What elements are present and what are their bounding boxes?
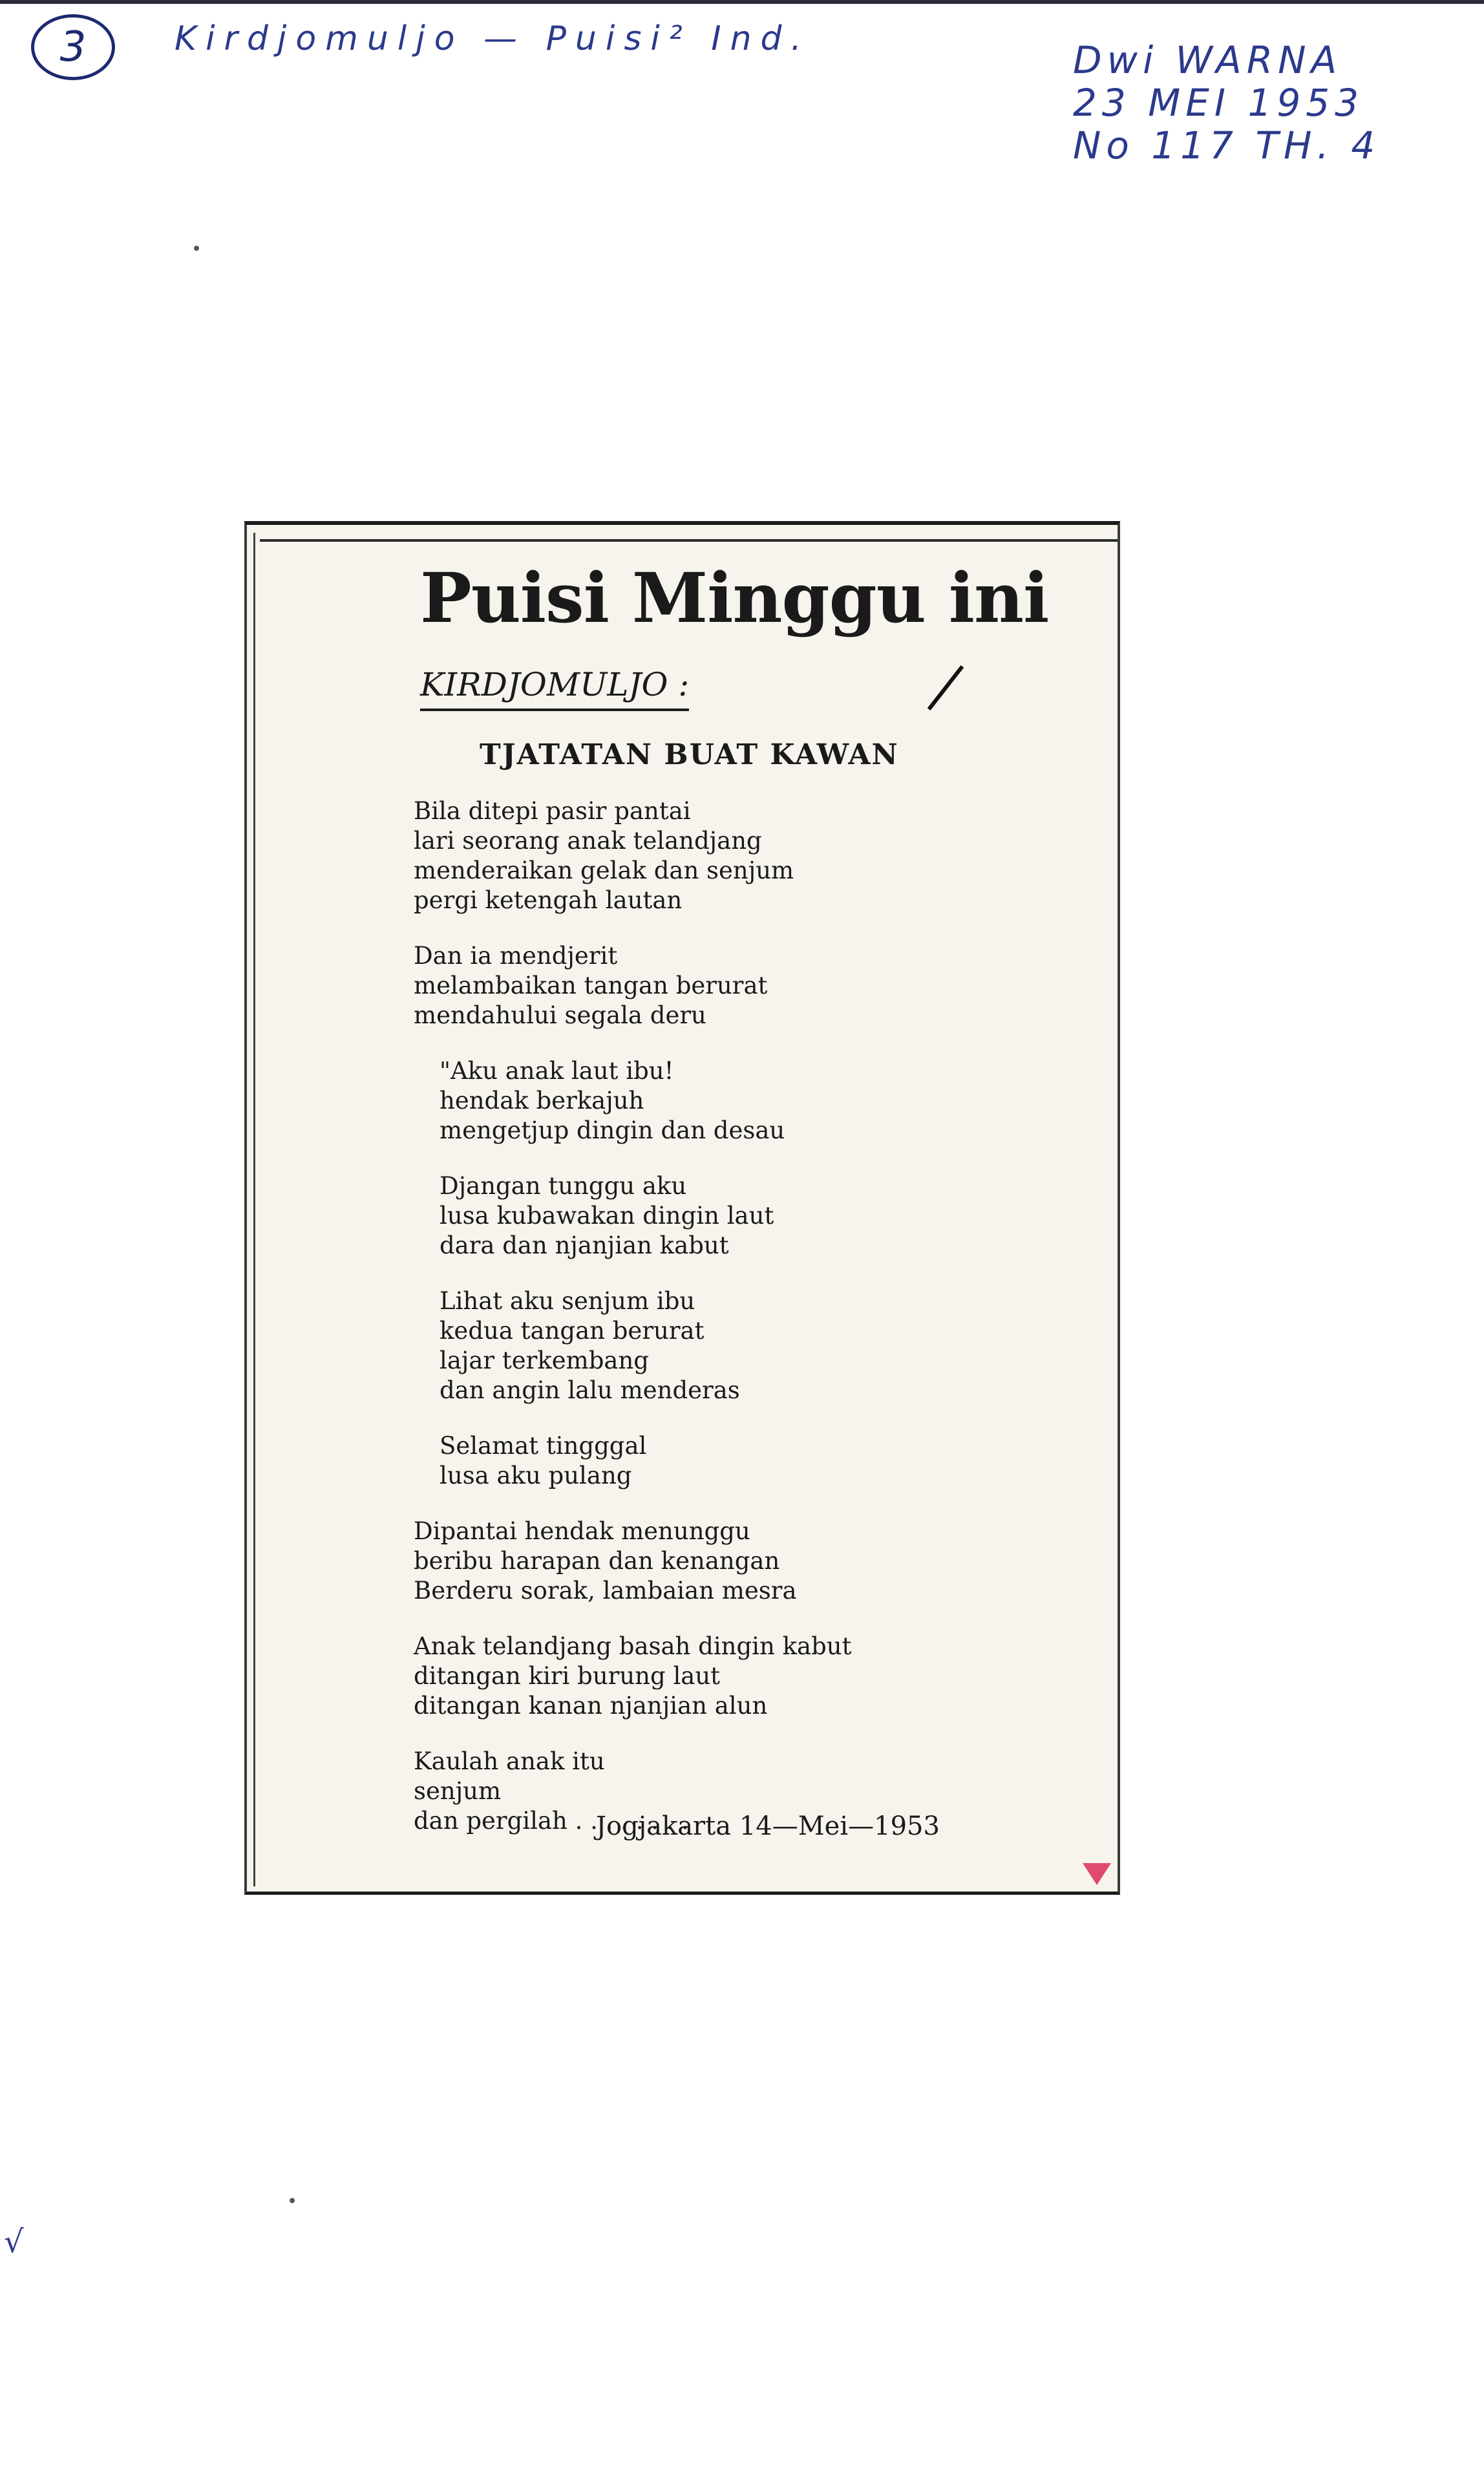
- poem-line: mendahului segala deru: [414, 1001, 706, 1029]
- left-rule: [253, 533, 255, 1886]
- poem-line: pergi ketengah lautan: [414, 886, 683, 914]
- poem-dateline: Jogjakarta 14—Mei—1953: [596, 1811, 940, 1841]
- poem-line: "Aku anak laut ibu!: [440, 1057, 674, 1085]
- poem-line: Dipantai hendak menunggu: [414, 1517, 750, 1545]
- poem-line: Selamat tingggal: [440, 1432, 647, 1460]
- poem-line: lusa aku pulang: [440, 1462, 632, 1489]
- circled-page-number: 3: [31, 14, 115, 80]
- poem-line: lari seorang anak telandjang: [414, 827, 762, 855]
- top-rule: [260, 539, 1118, 542]
- poem-line: Kaulah anak itu: [414, 1747, 605, 1775]
- poem-line: Bila ditepi pasir pantai: [414, 797, 691, 825]
- poem-line: ditangan kiri burung laut: [414, 1662, 721, 1690]
- scan-top-edge: [0, 0, 1484, 4]
- stanza: [414, 941, 851, 1030]
- clipping-title: Puisi Minggu ini: [420, 557, 1049, 638]
- poem-line: dan angin lalu menderas: [440, 1376, 740, 1404]
- source-line: No 117 TH. 4: [1073, 123, 1381, 167]
- stanza: [414, 1286, 851, 1405]
- poem-line: dara dan njanjian kabut: [440, 1232, 729, 1259]
- red-corner-mark: [1083, 1863, 1111, 1885]
- handwritten-header-note: Kirdjomuljo — Puisi² Ind.: [175, 19, 811, 58]
- poem-line: mengetjup dingin dan desau: [440, 1116, 785, 1144]
- scan-speck: [290, 2198, 295, 2203]
- poem-line: beribu harapan dan kenangan: [414, 1547, 780, 1575]
- stanza: [414, 1171, 851, 1261]
- poem-line: melambaikan tangan berurat: [414, 972, 768, 999]
- poem-line: hendak berkajuh: [440, 1087, 644, 1115]
- stanza: [414, 796, 851, 915]
- newspaper-clipping: [244, 521, 1120, 1895]
- poem-line: menderaikan gelak dan senjum: [414, 857, 794, 884]
- source-line: 23 MEI 1953: [1073, 81, 1364, 125]
- handwritten-source-note: [1073, 39, 1380, 167]
- poem-line: Djangan tunggu aku: [440, 1172, 687, 1200]
- stanza: [414, 1056, 851, 1146]
- check-mark-icon: √: [4, 2224, 24, 2260]
- stanza: [414, 1632, 851, 1721]
- scan-speck: [194, 246, 199, 251]
- poem-line: ditangan kanan njanjian alun: [414, 1692, 768, 1720]
- source-line: Dwi WARNA: [1073, 38, 1342, 82]
- poem-line: dan pergilah . . . . . . . .: [414, 1807, 690, 1835]
- poem-author: KIRDJOMULJO :: [420, 666, 689, 711]
- poem-line: Berderu sorak, lambaian mesra: [414, 1577, 797, 1605]
- stanza: [414, 1517, 851, 1606]
- poem-line: Dan ia mendjerit: [414, 942, 618, 970]
- poem-line: lajar terkembang: [440, 1347, 649, 1374]
- poem-title: TJATATAN BUAT KAWAN: [480, 738, 899, 771]
- poem-line: senjum: [414, 1777, 502, 1805]
- poem-line: Lihat aku senjum ibu: [440, 1287, 695, 1315]
- poem-line: lusa kubawakan dingin laut: [440, 1202, 774, 1230]
- stanza: [414, 1431, 851, 1491]
- pen-slash-mark: [928, 665, 964, 710]
- poem-line: kedua tangan berurat: [440, 1317, 705, 1345]
- poem-body: [414, 796, 851, 1862]
- poem-line: Anak telandjang basah dingin kabut: [414, 1632, 852, 1660]
